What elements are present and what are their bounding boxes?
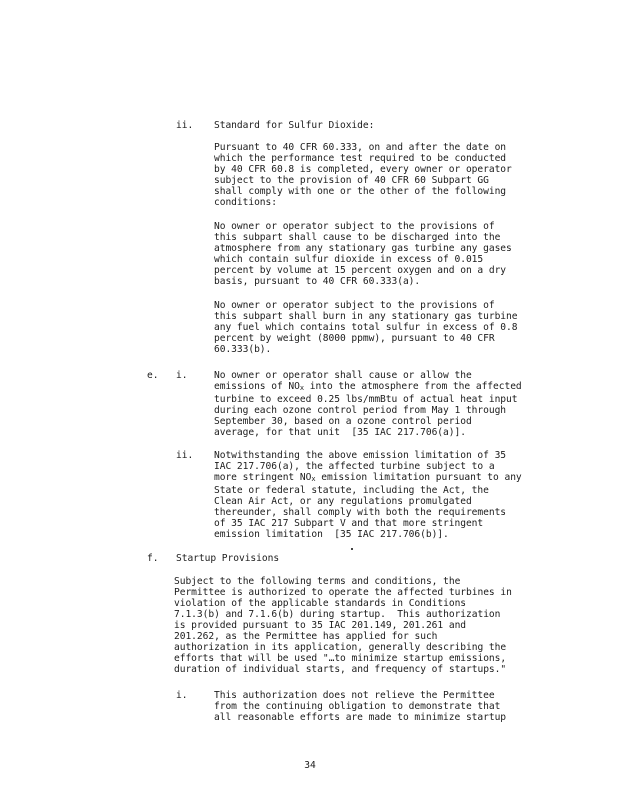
text-segment: emission limitation pursuant to any [315, 472, 522, 483]
text-line: shall comply with one or the other of the following [214, 186, 507, 197]
text-line: Notwithstanding the above emission limitation of 35 [214, 450, 507, 461]
text-line: 60.333(b). [214, 344, 272, 355]
text-line: all reasonable efforts are made to minimize startup [214, 712, 507, 723]
text-line: authorization in its application, generally describing the [174, 642, 507, 653]
text-line [214, 381, 554, 394]
text-line: any fuel which contains total sulfur in excess of 0.8 [214, 322, 518, 333]
item-marker-e-ii: ii. [176, 450, 194, 461]
text-line: average, for that unit [35 IAC 217.706(a)]. [214, 427, 466, 438]
so2-condition-a-paragraph [214, 221, 554, 287]
stray-mark [351, 548, 353, 550]
text-line: September 30, based on a ozone control period [214, 416, 472, 427]
text-line: efforts that will be used "…to minimize startup emissions, [174, 653, 507, 664]
nox-limit-paragraph [214, 370, 554, 438]
text-line: No owner or operator subject to the provisions of [214, 300, 495, 311]
text-line: turbine to exceed 0.25 lbs/mmBtu of actual heat input [214, 394, 518, 405]
text-segment: more stringent NO [214, 472, 312, 483]
text-line: Pursuant to 40 CFR 60.333, on and after the date on [214, 142, 507, 153]
text-line: from the continuing obligation to demonstrate that [214, 701, 501, 712]
text-line: No owner or operator subject to the provisions of [214, 221, 495, 232]
subscript: x [299, 384, 305, 392]
text-line [214, 472, 554, 485]
startup-authorization-paragraph [214, 690, 554, 723]
text-line: Clean Air Act, or any regulations promulgated [214, 496, 472, 507]
text-line: 201.262, as the Permittee has applied for such [174, 631, 438, 642]
so2-intro-paragraph [214, 142, 554, 208]
text-line: by 40 CFR 60.8 is completed, every owner or operator [214, 164, 512, 175]
text-line: this subpart shall cause to be discharged into the [214, 232, 501, 243]
text-line: of 35 IAC 217 Subpart V and that more stringent [214, 518, 484, 529]
text-line: which the performance test required to be conducted [214, 153, 507, 164]
text-segment: into the atmosphere from the affected [304, 381, 522, 392]
text-segment: emissions of NO [214, 381, 300, 392]
text-line: percent by volume at 15 percent oxygen and on a dry [214, 265, 507, 276]
text-line: 7.1.3(b) and 7.1.6(b) during startup. This authorization [174, 609, 501, 620]
text-line: Permittee is authorized to operate the affected turbines in [174, 587, 512, 598]
text-line: No owner or operator shall cause or allow the [214, 370, 472, 381]
text-line: during each ozone control period from May 1 through [214, 405, 507, 416]
text-line: which contain sulfur dioxide in excess of 0.015 [214, 254, 484, 265]
text-line: subject to the provision of 40 CFR 60 Subpart GG [214, 175, 489, 186]
page-number: 34 [304, 760, 316, 771]
text-line: basis, pursuant to 40 CFR 60.333(a). [214, 276, 421, 287]
item-marker-ii: ii. [176, 120, 194, 131]
nox-stringent-paragraph [214, 450, 554, 540]
text-line: emission limitation [35 IAC 217.706(b)]. [214, 529, 449, 540]
section-heading-sulfur-dioxide: Standard for Sulfur Dioxide: [214, 120, 375, 131]
text-line: is provided pursuant to 35 IAC 201.149, 201.261 and [174, 620, 467, 631]
item-marker-f: f. [147, 553, 159, 564]
text-line: violation of the applicable standards in Conditions [174, 598, 467, 609]
text-line: Subject to the following terms and conditions, the [174, 576, 461, 587]
item-marker-f-i: i. [176, 690, 188, 701]
text-line: State or federal statute, including the Act, the [214, 485, 489, 496]
text-line: duration of individual starts, and frequency of startups." [174, 664, 507, 675]
text-line: percent by weight (8000 ppmw), pursuant to 40 CFR [214, 333, 495, 344]
item-marker-e: e. [147, 370, 159, 381]
startup-provisions-paragraph [174, 576, 554, 675]
so2-condition-b-paragraph [214, 300, 554, 355]
text-line: IAC 217.706(a), the affected turbine subject to a [214, 461, 495, 472]
text-line: thereunder, shall comply with both the requirements [214, 507, 507, 518]
section-heading-startup-provisions: Startup Provisions [176, 553, 280, 564]
item-marker-e-i: i. [176, 370, 188, 381]
text-line: atmosphere from any stationary gas turbine any gases [214, 243, 512, 254]
text-line: this subpart shall burn in any stationary gas turbine [214, 311, 518, 322]
text-line: This authorization does not relieve the Permittee [214, 690, 495, 701]
text-line: conditions: [214, 197, 277, 208]
subscript: x [311, 475, 316, 483]
